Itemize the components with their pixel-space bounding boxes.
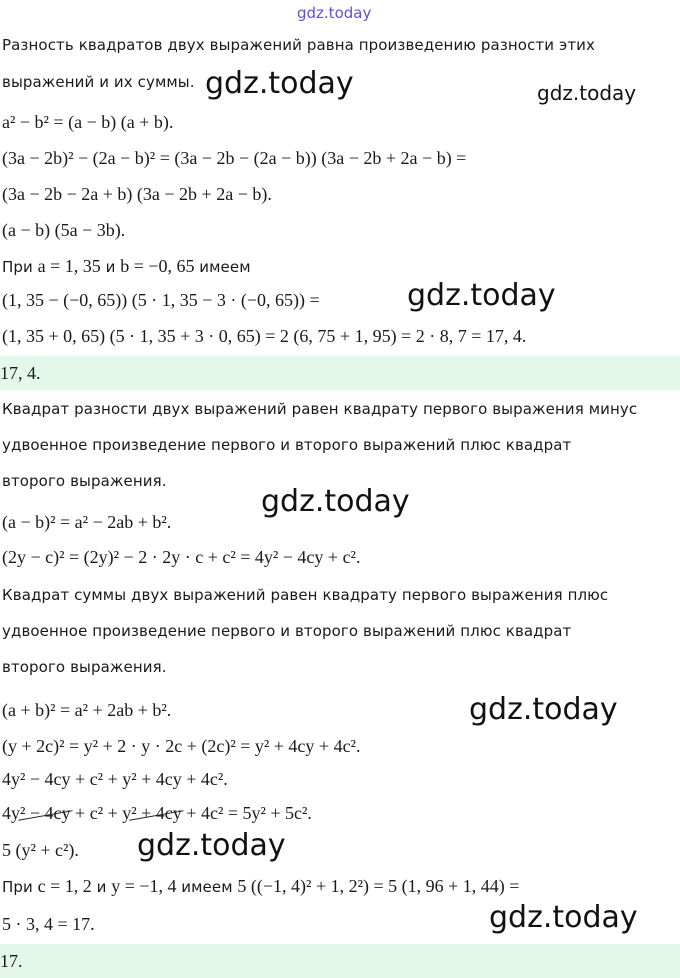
formula-sum-expression: 4y² − 4cy + c² + y² + 4cy + 4c². xyxy=(2,769,228,789)
condition-prefix: При xyxy=(2,878,33,896)
watermark: gdz.today xyxy=(261,484,410,519)
condition-and: и xyxy=(105,258,116,276)
condition-a-value: a = 1, 35 xyxy=(37,256,101,276)
strikethrough-term-2: ² + 4cy xyxy=(131,803,182,823)
answer-2: 17. xyxy=(0,944,680,978)
formula-final-computation: 5 · 3, 4 = 17. xyxy=(2,914,95,934)
watermark: gdz.today xyxy=(489,900,638,935)
watermark: gdz.today xyxy=(469,692,618,727)
rule-square-of-difference-line3: второго выражения. xyxy=(2,472,167,490)
rule-square-of-sum-line1: Квадрат суммы двух выражений равен квадрату первого выражения плюс xyxy=(2,586,609,604)
rule-square-of-sum-line2: удвоенное произведение первого и второго выражений плюс квадрат xyxy=(2,622,572,640)
condition-and: и xyxy=(96,878,107,896)
condition-line-1 xyxy=(2,256,680,277)
formula-simplification xyxy=(2,803,680,824)
formula-expansion-2: (3a − 2b − 2a + b) (3a − 2b + 2a − b). xyxy=(2,184,272,204)
condition-suffix: имеем xyxy=(199,258,251,276)
condition-suffix: имеем xyxy=(181,878,233,896)
answer-1: 17, 4. xyxy=(0,356,680,390)
condition-line-2 xyxy=(2,876,680,897)
rule-square-of-difference-line2: удвоенное произведение первого и второго выражений плюс квадрат xyxy=(2,436,572,454)
formula-substitution: (1, 35 − (−0, 65)) (5 · 1, 35 − 3 · (−0, 65)) = xyxy=(2,290,320,310)
strikethrough-term-1: ² − 4cy xyxy=(20,803,71,823)
simplification-part-c: + 4c² = 5y² + 5c². xyxy=(181,803,312,823)
watermark: gdz.today xyxy=(537,81,637,105)
formula-difference-of-squares: a² − b² = (a − b) (a + b). xyxy=(2,112,174,132)
formula-expansion-1: (3a − 2b)² − (2a − b)² = (3a − 2b − (2a − b)) (3a − 2b + 2a − b) = xyxy=(2,148,467,168)
simplification-part-a: 4y xyxy=(2,803,20,823)
watermark: gdz.today xyxy=(137,828,286,863)
rule-difference-of-squares-line1: Разность квадратов двух выражений равна произведению разности этих xyxy=(2,36,595,54)
formula-square-of-sum: (a + b)² = a² + 2ab + b². xyxy=(2,700,172,720)
condition-expression: 5 ((−1, 4)² + 1, 2²) = 5 (1, 96 + 1, 44) = xyxy=(237,876,520,896)
condition-prefix: При xyxy=(2,258,33,276)
rule-square-of-difference-line1: Квадрат разности двух выражений равен квадрату первого выражения минус xyxy=(2,400,638,418)
simplification-part-b: + c² + y xyxy=(70,803,132,823)
formula-factored: (a − b) (5a − 3b). xyxy=(2,220,126,240)
formula-computation: (1, 35 + 0, 65) (5 · 1, 35 + 3 · 0, 65) = 2 (6, 75 + 1, 95) = 2 · 8, 7 = 17, 4. xyxy=(2,326,527,346)
header-watermark: gdz.today xyxy=(297,4,372,22)
condition-b-value: b = −0, 65 xyxy=(120,256,195,276)
rule-square-of-sum-line3: второго выражения. xyxy=(2,658,167,676)
condition-y-value: y = −1, 4 xyxy=(111,876,177,896)
condition-c-value: c = 1, 2 xyxy=(37,876,92,896)
watermark: gdz.today xyxy=(407,278,556,313)
formula-square-of-difference: (a − b)² = a² − 2ab + b². xyxy=(2,512,172,532)
formula-square-of-difference-applied: (2y − c)² = (2y)² − 2 · 2y · c + c² = 4y² − 4cy + c². xyxy=(2,547,361,567)
watermark: gdz.today xyxy=(205,66,354,101)
rule-difference-of-squares-line2: выражений и их суммы. xyxy=(2,73,195,91)
formula-factored-sum: 5 (y² + c²). xyxy=(2,840,79,860)
formula-square-of-sum-applied: (y + 2c)² = y² + 2 · y · 2c + (2c)² = y² + 4cy + 4c². xyxy=(2,736,361,756)
